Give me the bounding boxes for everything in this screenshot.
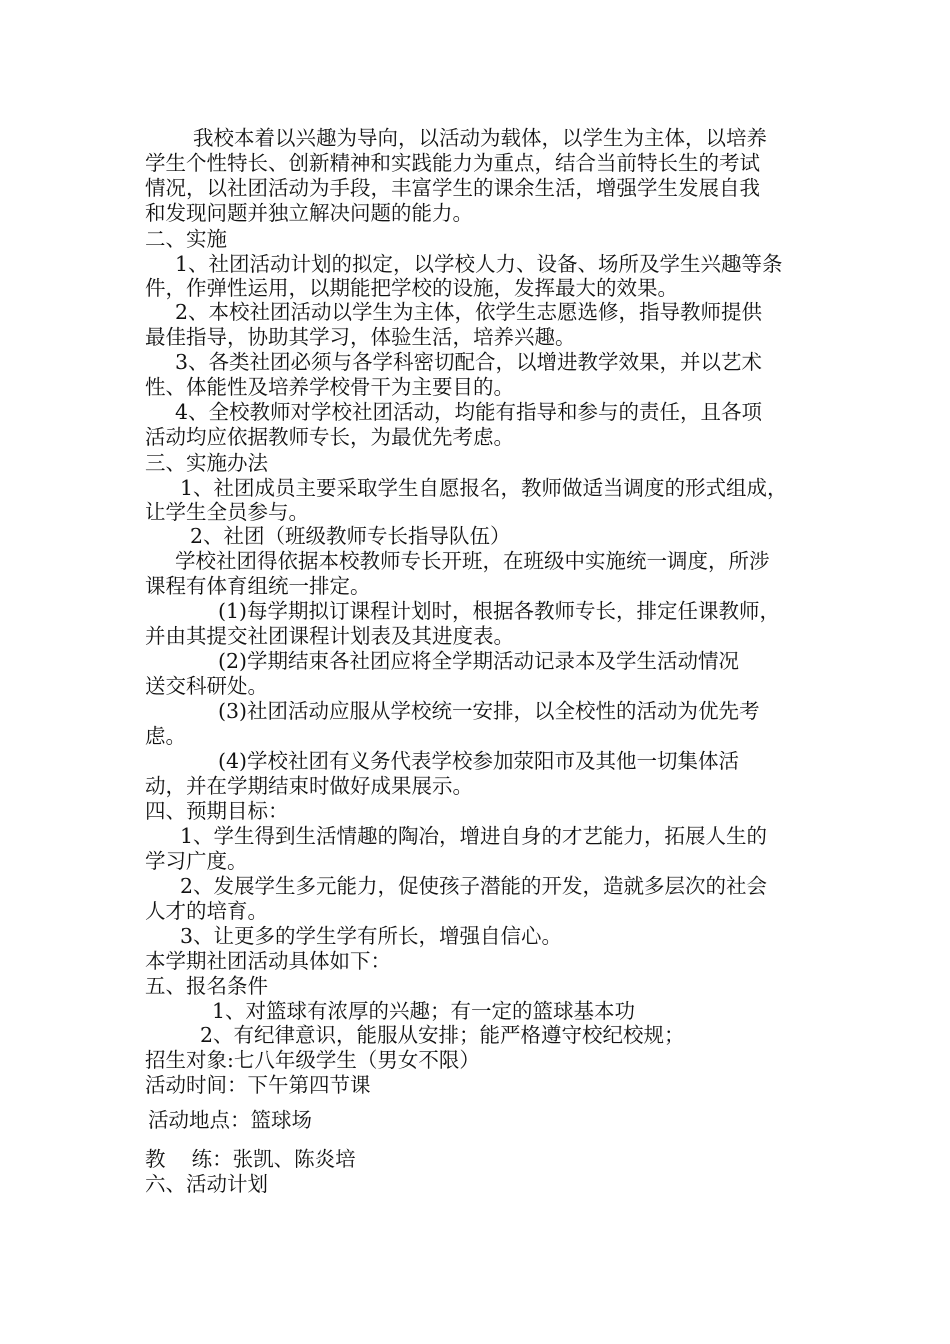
section-4-item-2-line-2: 人才的培育。: [145, 899, 268, 923]
section-4-item-2-line-1: 2、发展学生多元能力，促使孩子潜能的开发，造就多层次的社会: [180, 874, 768, 898]
section-3-sub-2-line-2: 送交科研处。: [145, 674, 268, 698]
section-2-item-4-line-1: 4、全校教师对学校社团活动，均能有指导和参与的责任，且各项: [175, 400, 763, 424]
section-2-item-3-line-2: 性、体能性及培养学校骨干为主要目的。: [145, 375, 514, 399]
section-3-sub-1-line-1: (1)每学期拟订课程计划时，根据各教师专长，排定任课教师，: [218, 599, 781, 623]
section-3-heading: 三、实施办法: [145, 451, 268, 475]
section-2-item-3-line-1: 3、各类社团必须与各学科密切配合，以增进教学效果，并以艺术: [175, 350, 763, 374]
section-2-item-2-line-1: 2、本校社团活动以学生为主体，依学生志愿选修，指导教师提供: [175, 300, 763, 324]
intro-line-3: 情况，以社团活动为手段，丰富学生的课余生活，增强学生发展自我: [145, 176, 760, 200]
section-4-summary: 本学期社团活动具体如下：: [145, 949, 391, 973]
intro-line-1: 我校本着以兴趣为导向，以活动为载体，以学生为主体，以培养: [193, 126, 767, 150]
section-5-item-2: 2、有纪律意识，能服从安排；能严格遵守校纪校规；: [200, 1023, 685, 1047]
section-3-sub-2-line-1: (2)学期结束各社团应将全学期活动记录本及学生活动情况: [218, 649, 740, 673]
section-3-para-line-1: 学校社团得依据本校教师专长开班，在班级中实施统一调度，所涉: [175, 549, 770, 573]
section-4-item-1-line-1: 1、学生得到生活情趣的陶冶，增进自身的才艺能力，拓展人生的: [180, 824, 768, 848]
section-3-item-1-line-1: 1、社团成员主要采取学生自愿报名，教师做适当调度的形式组成，: [180, 476, 788, 500]
section-2-item-1-line-2: 件，作弹性运用，以期能把学校的设施，发挥最大的效果。: [145, 276, 678, 300]
section-6-heading: 六、活动计划: [145, 1172, 268, 1196]
intro-line-2: 学生个性特长、创新精神和实践能力为重点，结合当前特长生的考试: [145, 151, 760, 175]
intro-line-4: 和发现问题并独立解决问题的能力。: [145, 201, 473, 225]
section-3-sub-4-line-1: (4)学校社团有义务代表学校参加荥阳市及其他一切集体活: [218, 749, 740, 773]
section-4-item-3: 3、让更多的学生学有所长，增强自信心。: [180, 924, 563, 948]
section-3-para-line-2: 课程有体育组统一排定。: [145, 574, 371, 598]
section-5-item-1: 1、对篮球有浓厚的兴趣；有一定的篮球基本功: [212, 999, 636, 1023]
section-4-heading: 四、预期目标：: [145, 799, 289, 823]
section-5-heading: 五、报名条件: [145, 974, 268, 998]
section-2-item-2-line-2: 最佳指导，协助其学习，体验生活，培养兴趣。: [145, 325, 576, 349]
section-3-sub-3-line-1: (3)社团活动应服从学校统一安排，以全校性的活动为优先考: [218, 699, 760, 723]
section-2-item-4-line-2: 活动均应依据教师专长，为最优先考虑。: [145, 425, 514, 449]
section-3-sub-4-line-2: 动，并在学期结束时做好成果展示。: [145, 774, 473, 798]
activity-place: 活动地点：篮球场: [148, 1108, 312, 1132]
section-3-sub-1-line-2: 并由其提交社团课程计划表及其进度表。: [145, 624, 514, 648]
section-2-item-1-line-1: 1、社团活动计划的拟定，以学校人力、设备、场所及学生兴趣等条: [175, 252, 783, 276]
enrollment-target: 招生对象:七八年级学生（男女不限）: [145, 1048, 480, 1072]
section-3-sub-3-line-2: 虑。: [145, 724, 186, 748]
activity-time: 活动时间：下午第四节课: [145, 1073, 371, 1097]
section-4-item-1-line-2: 学习广度。: [145, 849, 248, 873]
coach-line: 教 练：张凯、陈炎培: [145, 1147, 356, 1171]
section-2-heading: 二、实施: [145, 227, 227, 251]
section-3-item-2: 2、社团（班级教师专长指导队伍）: [190, 524, 511, 548]
section-3-item-1-line-2: 让学生全员参与。: [145, 500, 309, 524]
